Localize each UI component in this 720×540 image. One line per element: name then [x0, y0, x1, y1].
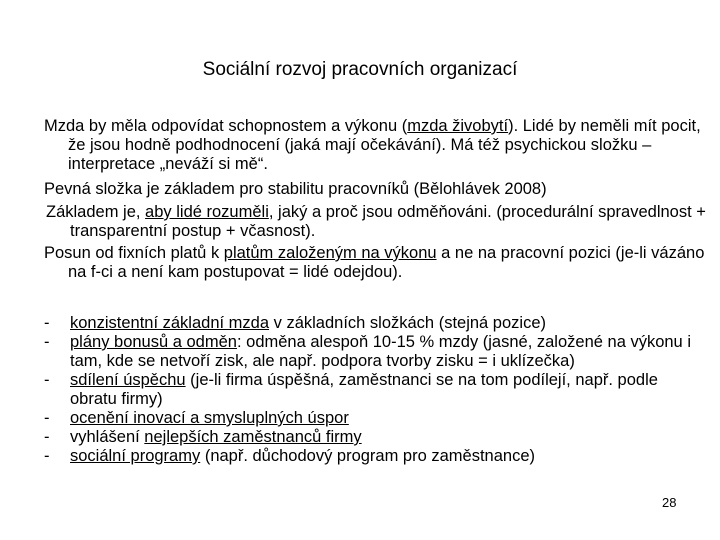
paragraph-performance-pay — [44, 244, 718, 282]
list-dash: - — [44, 333, 50, 351]
p1-text-b: ). Lidé by neměli mít pocit, že jsou hodně podhodnocení (jaká mají očekávání). Má též psychickou složku – interpretace „neváží si mě“. — [68, 117, 701, 173]
list-dash: - — [44, 371, 50, 389]
list-item-underlined: nejlepších zaměstnanců firmy — [144, 428, 362, 446]
paragraph-understanding — [46, 203, 720, 241]
list-dash: - — [44, 428, 50, 446]
p1-underlined-term: mzda živobytí — [407, 117, 509, 135]
list-item — [44, 447, 694, 466]
p3-text-a: Základem je, — [46, 203, 146, 221]
list-dash: - — [44, 314, 50, 332]
p4-underlined-term: platům založeným na výkonu — [223, 244, 437, 262]
paragraph-wage-performance — [44, 117, 718, 174]
list-item-text: (je-li firma úspěšná, zaměstnanci se na tom podílejí, např. podle obratu firmy) — [70, 371, 658, 408]
list-item-text: vyhlášení — [70, 428, 145, 446]
list-item-underlined: ocenění inovací a smysluplných úspor — [70, 409, 349, 427]
list-item-text: v základních složkách (stejná pozice) — [269, 314, 546, 332]
p4-text-b: a ne na pracovní pozici (je-li vázáno na f-ci a není kam postupovat = lidé odejdou). — [68, 244, 705, 281]
slide-title: Sociální rozvoj pracovních organizací — [202, 59, 518, 80]
list-item — [44, 428, 694, 447]
reward-components-list — [44, 314, 694, 466]
p3-text-b: , jaký a proč jsou odměňováni. (procedurální spravedlnost + transparentní postup + včasnost). — [70, 203, 706, 240]
list-item-text: (např. důchodový program pro zaměstnance) — [200, 447, 535, 465]
list-item — [44, 314, 694, 333]
list-dash: - — [44, 409, 50, 427]
list-item-text: : odměna alespoň 10-15 % mzdy (jasné, založené na výkonu i tam, kde se netvoří zisk, ale např. podpora tvorby zisku = i uklízečka) — [70, 333, 691, 370]
list-item-underlined: sdílení úspěchu — [70, 371, 186, 389]
paragraph-fixed-component: Pevná složka je základem pro stabilitu pracovníků (Bělohlávek 2008) — [44, 180, 547, 198]
p1-text-a: Mzda by měla odpovídat schopnostem a výkonu ( — [44, 117, 408, 135]
list-item — [44, 333, 694, 371]
list-item — [44, 409, 694, 428]
list-item-underlined: konzistentní základní mzda — [70, 314, 270, 332]
page-number: 28 — [662, 495, 677, 510]
list-item-underlined: sociální programy — [70, 447, 201, 465]
list-dash: - — [44, 447, 50, 465]
list-item-underlined: plány bonusů a odměn — [70, 333, 237, 351]
p4-text-a: Posun od fixních platů k — [44, 244, 224, 262]
p3-underlined-term: aby lidé rozuměli — [145, 203, 269, 221]
list-item — [44, 371, 694, 409]
